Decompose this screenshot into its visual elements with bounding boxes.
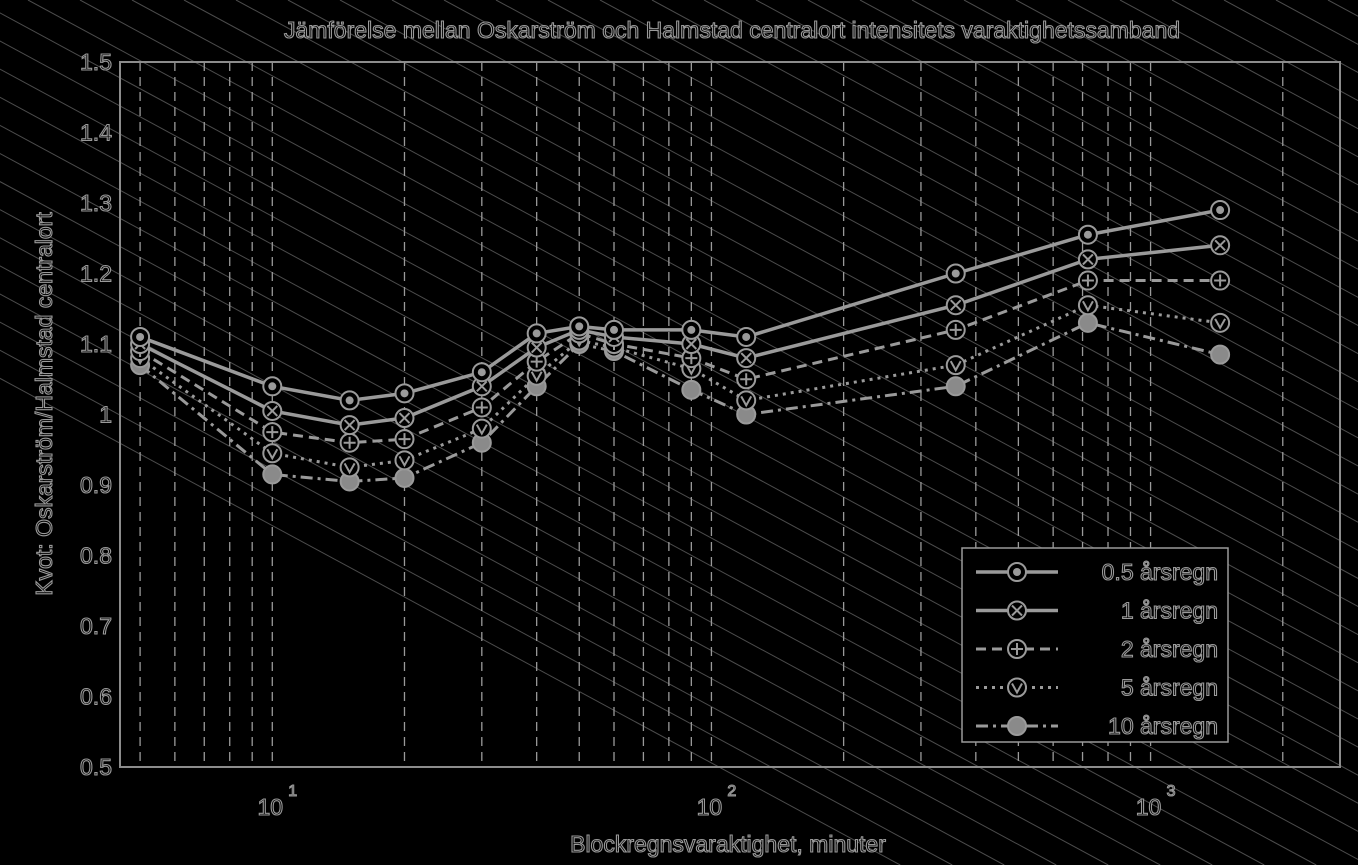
data-point-marker <box>570 317 588 335</box>
data-point-marker <box>341 416 359 434</box>
data-point-marker <box>1079 296 1097 314</box>
x-tick-exponent: 2 <box>727 783 737 800</box>
data-point-marker <box>947 265 965 283</box>
x-tick-label: 10 <box>257 794 284 820</box>
y-tick-label: 1.3 <box>80 190 112 216</box>
y-tick-label: 0.5 <box>80 754 112 780</box>
data-point-marker <box>1211 236 1229 254</box>
legend <box>962 548 1228 742</box>
data-point-marker <box>528 324 546 342</box>
data-point-marker <box>263 377 281 395</box>
x-tick-exponent: 1 <box>288 783 298 800</box>
data-point-marker <box>1211 346 1229 364</box>
data-point-marker <box>737 349 755 367</box>
data-point-marker <box>395 451 413 469</box>
x-tick-label: 10 <box>1135 794 1162 820</box>
data-point-marker <box>1079 272 1097 290</box>
y-tick-label: 0.9 <box>80 472 112 498</box>
series-line <box>140 245 1220 425</box>
series-line <box>140 210 1220 400</box>
data-point-marker <box>737 370 755 388</box>
x-axis-label: Blockregnsvaraktighet, minuter <box>570 831 886 857</box>
data-point-marker <box>341 391 359 409</box>
series-2-rsregn <box>131 272 1229 452</box>
data-point-marker <box>395 409 413 427</box>
y-tick-label: 1.4 <box>80 119 112 146</box>
data-point-marker <box>395 384 413 402</box>
series-10-rsregn <box>131 314 1229 491</box>
y-tick-label: 1.1 <box>80 331 112 357</box>
data-point-marker <box>947 377 965 395</box>
y-tick-label: 0.7 <box>80 613 112 639</box>
legend-label: 1 årsregn <box>1120 597 1218 624</box>
data-point-marker <box>395 430 413 448</box>
data-point-marker <box>1211 272 1229 290</box>
legend-label: 0.5 årsregn <box>1101 559 1218 585</box>
data-point-marker <box>1079 314 1097 332</box>
legend-label: 2 årsregn <box>1120 636 1218 662</box>
data-point-marker <box>1008 602 1026 620</box>
data-point-marker <box>1008 679 1026 697</box>
legend-label: 10 årsregn <box>1108 713 1218 739</box>
data-point-marker <box>1079 250 1097 268</box>
data-point-marker <box>263 402 281 420</box>
data-point-marker <box>263 423 281 441</box>
y-axis-label: Kvot: Oskarström/Halmstad centralort <box>31 212 57 596</box>
series-layer <box>131 201 1229 490</box>
y-tick-label: 1.5 <box>80 49 112 75</box>
data-point-marker <box>947 356 965 374</box>
data-point-marker <box>947 321 965 339</box>
data-point-marker <box>263 465 281 483</box>
x-tick-labels <box>257 783 1175 820</box>
y-tick-label: 1.2 <box>80 260 112 287</box>
y-tick-labels <box>80 49 112 780</box>
data-point-marker <box>1008 563 1026 581</box>
data-point-marker <box>341 434 359 452</box>
data-point-marker <box>737 328 755 346</box>
data-point-marker <box>1211 314 1229 332</box>
data-point-marker <box>947 296 965 314</box>
data-point-marker <box>1079 226 1097 244</box>
data-point-marker <box>1008 640 1026 658</box>
data-point-marker <box>473 398 491 416</box>
x-tick-label: 10 <box>696 794 723 820</box>
x-tick-exponent: 3 <box>1166 783 1176 800</box>
data-point-marker <box>341 458 359 476</box>
hatch-line <box>1276 0 1358 865</box>
hatch-line <box>1328 0 1358 865</box>
data-point-marker <box>131 328 149 346</box>
data-point-marker <box>395 469 413 487</box>
series-0-5-rsregn <box>131 201 1229 409</box>
data-point-marker <box>682 381 700 399</box>
data-point-marker <box>1008 717 1026 735</box>
y-tick-label: 0.6 <box>80 683 112 710</box>
series-5-rsregn <box>131 296 1229 476</box>
data-point-marker <box>263 444 281 462</box>
series-line <box>140 281 1220 443</box>
data-point-marker <box>682 321 700 339</box>
data-point-marker <box>1211 201 1229 219</box>
data-point-marker <box>605 321 623 339</box>
data-point-marker <box>473 363 491 381</box>
data-point-marker <box>737 391 755 409</box>
chart-title: Jämförelse mellan Oskarström och Halmstad centralort intensitets varaktighetssamband <box>283 17 1181 43</box>
y-tick-label: 1 <box>99 401 112 428</box>
y-tick-label: 0.8 <box>80 542 112 569</box>
legend-label: 5 årsregn <box>1120 674 1218 701</box>
data-point-marker <box>473 420 491 438</box>
